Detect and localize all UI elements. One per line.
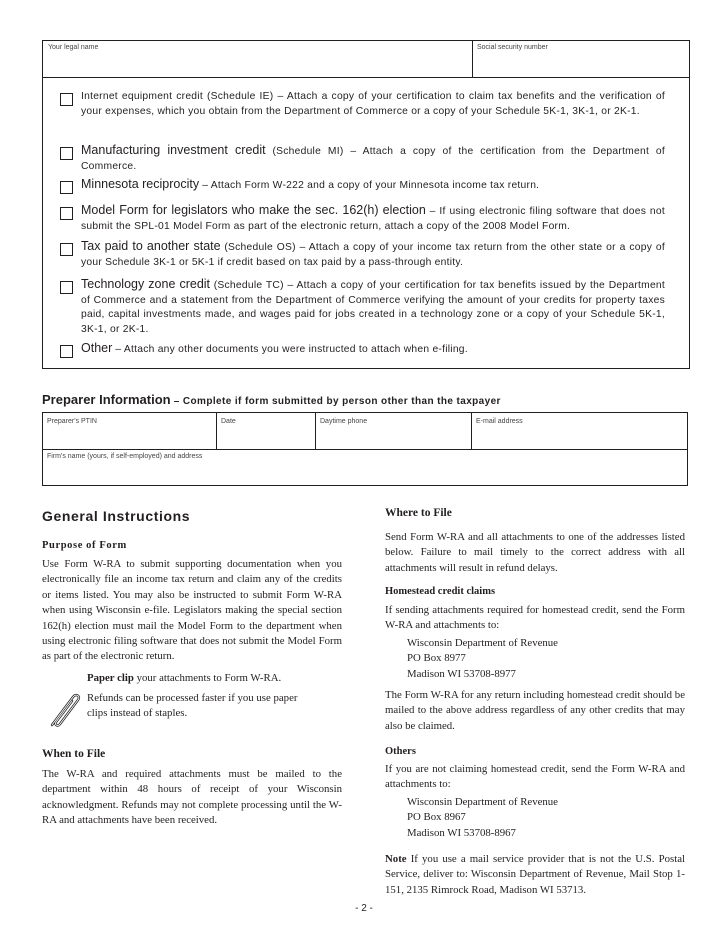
name-ssn-box	[42, 40, 690, 78]
paperclip-text: your attachments to Form W-RA.	[133, 672, 282, 684]
address-line: PO Box 8967	[407, 811, 466, 824]
email-label: E-mail address	[476, 418, 523, 425]
checkbox-manufacturing-investment[interactable]	[60, 147, 73, 160]
divider	[471, 413, 472, 449]
address-line: Wisconsin Department of Revenue	[407, 796, 558, 808]
checklist-item-model-form	[81, 203, 665, 234]
checkbox-tax-paid-other-state[interactable]	[60, 243, 73, 256]
page-number: - 2 -	[355, 903, 373, 914]
item-text: (Schedule IE) – Attach a copy of your certification to claim tax benefits and the verification of your expenses, which you obtain from the Department of Commerce or a copy of your Schedule 5K-1, 3K-1, or 2K-1.	[81, 91, 665, 117]
checkbox-minnesota-reciprocity[interactable]	[60, 181, 73, 194]
preparer-section-title	[42, 392, 501, 407]
purpose-text: Use Form W-RA to submit supporting documentation when you electronically file an income tax return and claim any of the credits or items listed. You may also be instructed to submit Form W-RA when using Wisconsin e-file. Legislators making the special section 162(h) election must mail the Model Form to the department when using electronic filing software that does not submit the Model Form as part of the electronic return.	[42, 558, 342, 663]
ptin-field[interactable]	[45, 427, 213, 447]
firm-label: Firm's name (yours, if self-employed) and address	[47, 453, 203, 460]
item-text: – Attach Form W-222 and a copy of your Minnesota income tax return.	[199, 180, 540, 191]
homestead-address	[407, 636, 558, 682]
paperclip-bold: Paper clip	[87, 672, 134, 684]
ssn-field[interactable]	[475, 53, 685, 75]
checklist-item-tax-paid-other-state	[81, 239, 665, 270]
preparer-box	[42, 412, 688, 486]
when-heading: When to File	[42, 748, 106, 760]
item-title: Minnesota reciprocity	[81, 177, 200, 191]
item-text: – Attach any other documents you were instructed to attach when e-filing.	[112, 344, 468, 355]
note-bold: Note	[385, 853, 407, 865]
checklist-item-internet-equipment	[81, 90, 665, 119]
ptin-label: Preparer's PTIN	[47, 418, 97, 425]
item-text: (Schedule MI) – Attach a copy of the certification from the Department of Commerce.	[81, 146, 665, 172]
when-text: The W-RA and required attachments must be mailed to the department within 48 hours of receipt of your Wisconsin acknowledgment. Refunds may not complete processing until the W-RA and attachments have been received.	[42, 768, 342, 827]
homestead-heading: Homestead credit claims	[385, 586, 496, 597]
paperclip-note: Refunds can be processed faster if you use paper clips instead of staples.	[87, 692, 298, 720]
email-field[interactable]	[474, 427, 684, 447]
homestead-text: If sending attachments required for homestead credit, send the Form W-RA and attachments to:	[385, 604, 685, 632]
item-title: Model Form for legislators who make the sec. 162(h) election	[81, 203, 426, 217]
address-line: Madison WI 53708-8977	[407, 667, 516, 680]
others-heading: Others	[385, 746, 416, 757]
others-address	[407, 795, 558, 841]
item-title: Tax paid to another state	[81, 239, 221, 253]
item-title: Manufacturing investment credit	[81, 143, 266, 157]
item-text: (Schedule OS) – Attach a copy of your income tax return from the other state or a copy of your Schedule 3K-1 or 5K-1 if credit based on tax paid by a pass-through entity.	[81, 242, 665, 268]
where-intro: Send Form W-RA and all attachments to one of the addresses listed below. Failure to mail timely to the correct address with all attachments will result in refund delays.	[385, 531, 685, 574]
address-line: Wisconsin Department of Revenue	[407, 637, 558, 649]
checkbox-model-form[interactable]	[60, 207, 73, 220]
purpose-heading: Purpose of Form	[42, 540, 127, 551]
checklist-item-manufacturing-investment	[81, 143, 665, 174]
ssn-label: Social security number	[477, 44, 548, 51]
date-field[interactable]	[219, 427, 312, 447]
date-label: Date	[221, 418, 236, 425]
note-text: If you use a mail service provider that is not the U.S. Postal Service, deliver to: Wisconsin Department of Revenue, Mail Stop 1-151, 2135 Rimrock Road, Madison WI 53713.	[385, 853, 685, 896]
address-line: Madison WI 53708-8967	[407, 826, 516, 839]
phone-label: Daytime phone	[320, 418, 368, 425]
checkbox-technology-zone[interactable]	[60, 281, 73, 294]
checklist-item-technology-zone	[81, 277, 665, 337]
legal-name-field[interactable]	[45, 53, 469, 75]
item-title: Technology zone credit	[81, 277, 211, 291]
legal-name-label: Your legal name	[48, 44, 99, 51]
divider	[315, 413, 316, 449]
checkbox-internet-equipment[interactable]	[60, 93, 73, 106]
homestead-note: The Form W-RA for any return including homestead credit should be mailed to the above address regardless of any other credits that may also be claimed.	[385, 689, 685, 732]
where-heading: Where to File	[385, 507, 452, 519]
paper-clip-icon	[46, 688, 84, 730]
checklist-item-other	[81, 341, 665, 358]
note-paragraph	[385, 852, 685, 898]
address-line: PO Box 8977	[407, 652, 466, 665]
firm-field[interactable]	[45, 463, 685, 483]
phone-field[interactable]	[318, 427, 468, 447]
checklist-item-minnesota-reciprocity	[81, 177, 665, 194]
item-text: – If using electronic filing software that does not submit the SPL-01 Model Form as part of the electronic return, attach a copy of the 2008 Model Form.	[81, 206, 666, 232]
item-text: (Schedule TC) – Attach a copy of your certification for tax benefits issued by the Department of Commerce and a statement from the Department of Commerce verifying the amount of your credits for property taxes paid, capital investments made, and wages paid for jobs created in a technology zone or a copy of your Schedule 5K-1, 3K-1, or 2K-1.	[81, 280, 666, 335]
others-text: If you are not claiming homestead credit, send the Form W-RA and attachments to:	[385, 763, 685, 791]
attachment-checklist	[42, 76, 690, 369]
checkbox-other[interactable]	[60, 345, 73, 358]
divider	[216, 413, 217, 449]
preparer-subtitle: – Complete if form submitted by person other than the taxpayer	[170, 396, 501, 407]
divider	[43, 449, 687, 450]
item-title: Internet equipment credit	[81, 91, 203, 102]
item-title: Other	[81, 341, 113, 355]
paperclip-line	[87, 671, 342, 686]
general-instructions-title: General Instructions	[42, 508, 191, 524]
name-ssn-divider	[472, 41, 473, 77]
preparer-title: Preparer Information	[42, 392, 171, 407]
